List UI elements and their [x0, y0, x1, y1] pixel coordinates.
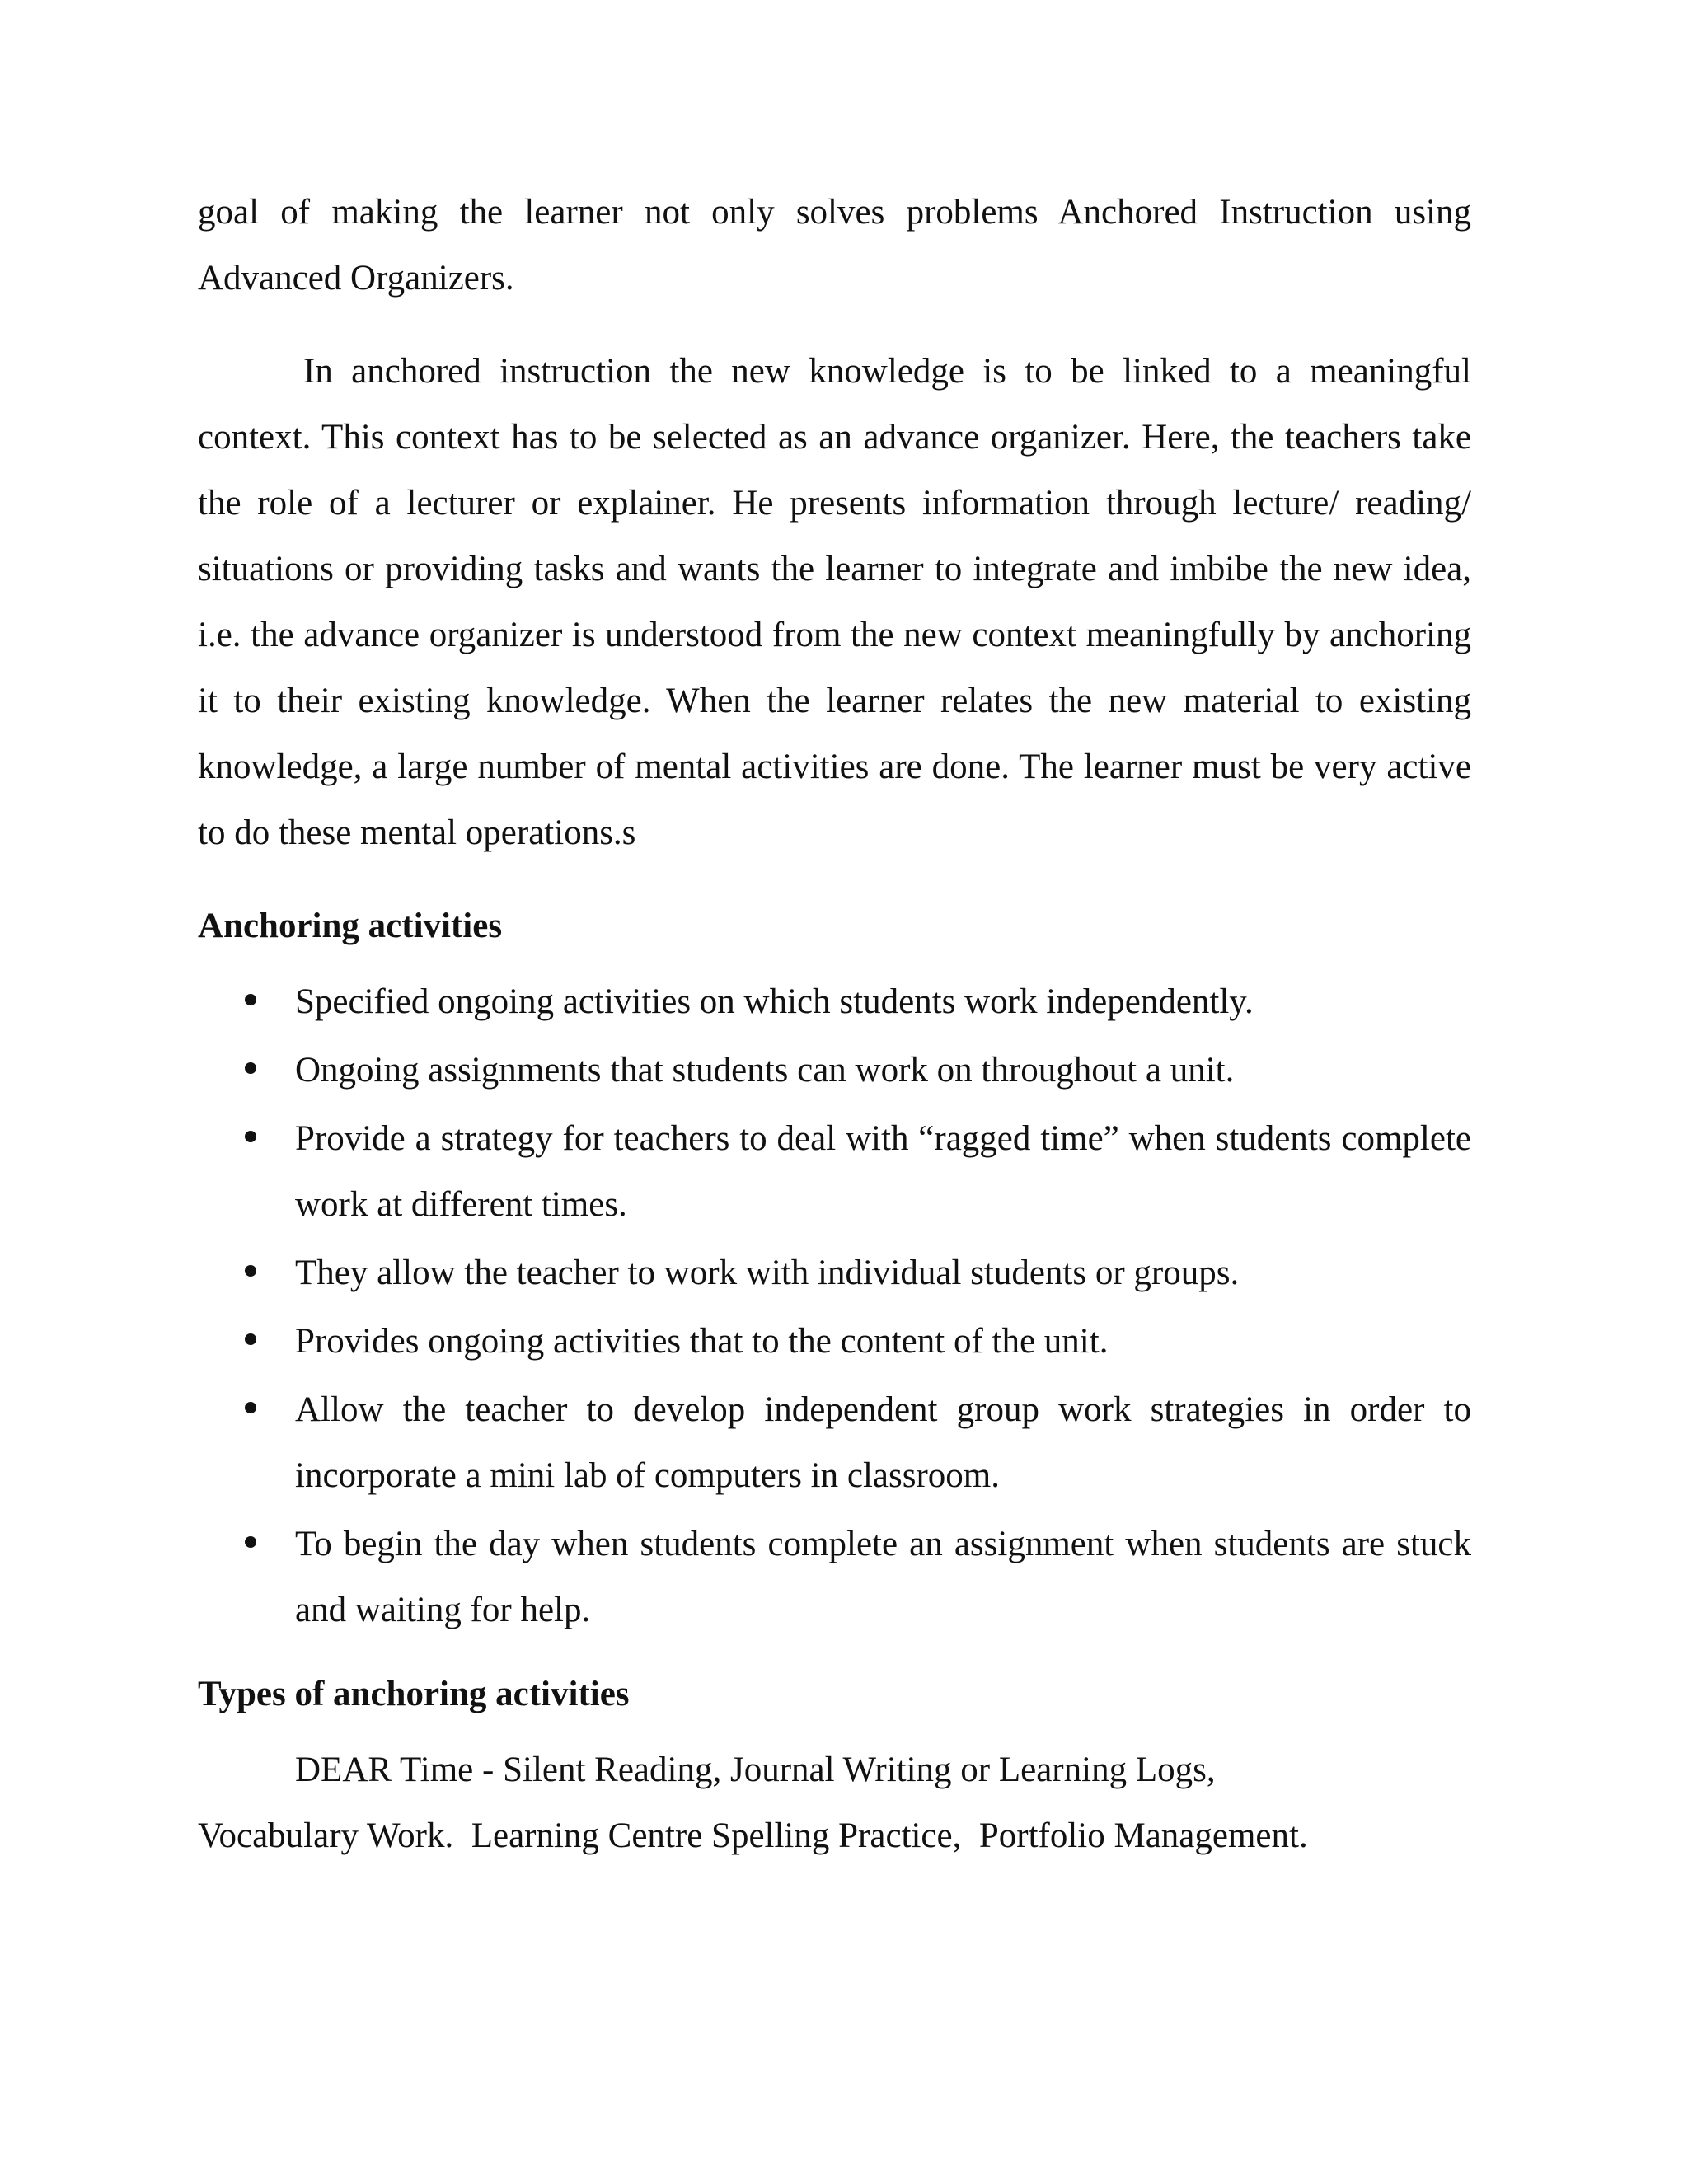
list-item-text: They allow the teacher to work with individual students or groups.: [295, 1254, 1240, 1292]
bullet-icon: [245, 994, 256, 1005]
list-item: [198, 1106, 1471, 1238]
list-item-text: Provides ongoing activities that to the content of the unit.: [295, 1322, 1109, 1361]
bullet-icon: [245, 1062, 256, 1074]
types-line-2: Vocabulary Work. Learning Centre Spelling Practice, Portfolio Management.: [198, 1816, 1308, 1855]
intro-paragraph: goal of making the learner not only solves problems Anchored Instruction using Advanced Organizers.: [198, 193, 1471, 298]
list-item: [198, 1240, 1471, 1306]
list-item-text: Specified ongoing activities on which students work independently.: [295, 982, 1254, 1021]
types-of-anchoring-activities-heading: Types of anchoring activities: [198, 1675, 630, 1713]
bullet-icon: [245, 1402, 256, 1413]
list-item: [198, 1038, 1471, 1104]
bullet-icon: [245, 1333, 256, 1345]
bullet-icon: [245, 1265, 256, 1277]
types-line-1: DEAR Time - Silent Reading, Journal Writing or Learning Logs,: [295, 1750, 1216, 1789]
list-item: [198, 969, 1471, 1035]
list-item: [198, 1511, 1471, 1643]
list-item: [198, 1377, 1471, 1509]
anchored-instruction-paragraph: In anchored instruction the new knowledge is to be linked to a meaningful context. This context has to be selected as an advance organizer. Here, the teachers take the role of a lecturer or explainer. He presents information through lecture/ reading/ situations or providing tasks and wants the learner to integrate and imbibe the new idea, i.e. the advance organizer is understood from the new context meaningfully by anchoring it to their existing knowledge. When the learner relates the new material to existing knowledge, a large number of mental activities are done. The learner must be very active to do these mental operations.s: [198, 352, 1471, 852]
anchoring-activities-list: [198, 969, 1471, 1643]
list-item-text: Provide a strategy for teachers to deal with “ragged time” when students complete work at different times.: [295, 1119, 1471, 1224]
list-item-text: Allow the teacher to develop independent group work strategies in order to incorporate a mini lab of computers in classroom.: [295, 1390, 1471, 1495]
list-item: [198, 1309, 1471, 1375]
anchoring-activities-heading: Anchoring activities: [198, 907, 503, 945]
bullet-icon: [245, 1536, 256, 1548]
document-page: [198, 180, 1471, 1869]
list-item-text: To begin the day when students complete an assignment when students are stuck and waiting for help.: [295, 1525, 1471, 1629]
list-item-text: Ongoing assignments that students can work on throughout a unit.: [295, 1051, 1235, 1090]
bullet-icon: [245, 1131, 256, 1142]
